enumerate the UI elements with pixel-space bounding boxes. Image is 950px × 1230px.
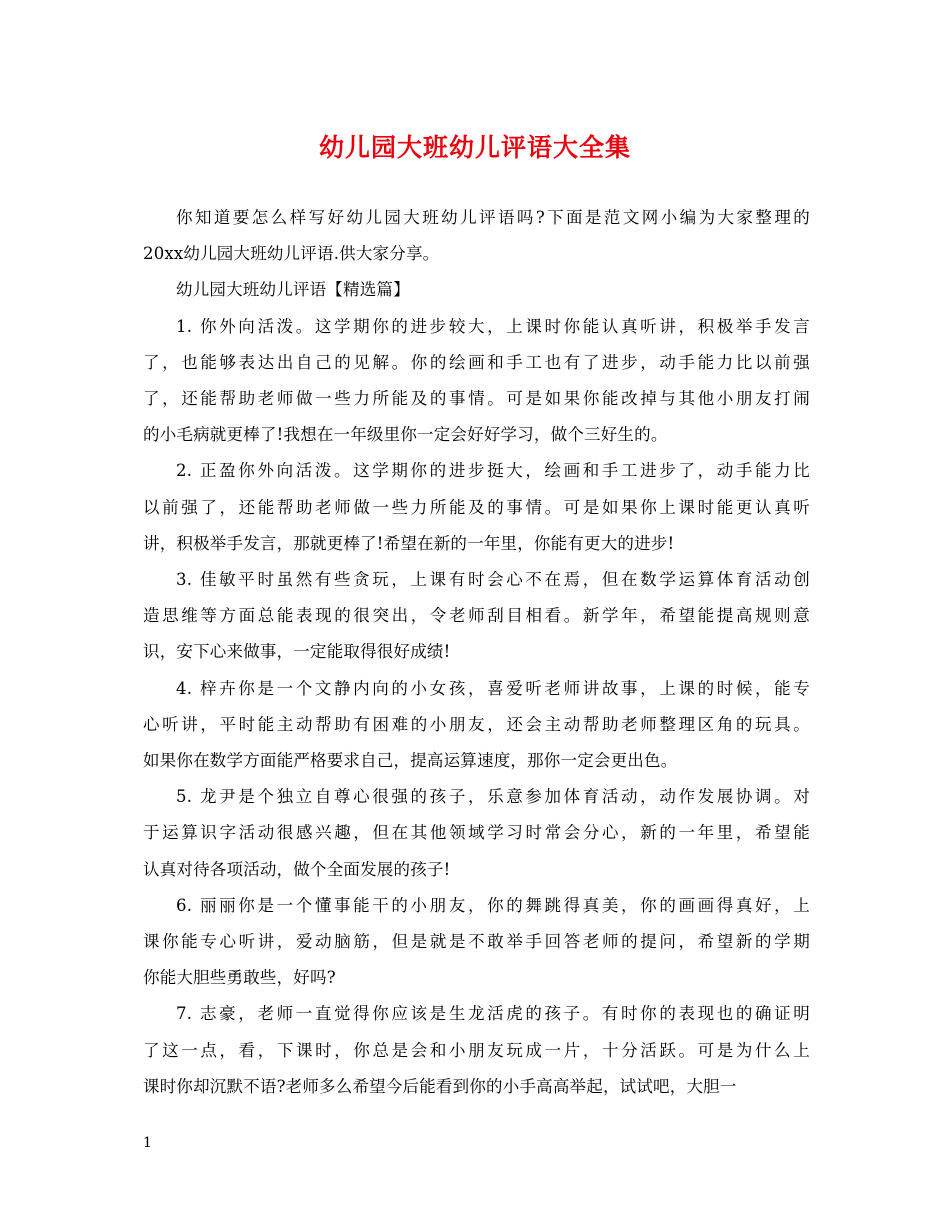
paragraph-line: 以前强了，还能帮助老师做一些力所能及的事情。可是如果你上课时能更认真听 <box>143 497 810 517</box>
paragraph <box>143 200 810 272</box>
paragraph-line: 造思维等方面总能表现的很突出，令老师刮目相看。新学年，希望能提高规则意 <box>143 606 810 626</box>
document-title: 幼儿园大班幼儿评语大全集 <box>318 133 631 162</box>
paragraph-line: 1. 你外向活泼。这学期你的进步较大，上课时你能认真听讲，积极举手发言 <box>176 316 810 336</box>
paragraph-line: 认真对待各项活动，做个全面发展的孩子! <box>143 859 451 879</box>
paragraph <box>143 671 810 780</box>
paragraph <box>143 779 810 888</box>
paragraph-line: 5. 龙尹是个独立自尊心很强的孩子，乐意参加体育活动，动作发展协调。对 <box>176 787 810 807</box>
paragraph <box>143 996 810 1105</box>
paragraph-line: 3. 佳敏平时虽然有些贪玩，上课有时会心不在焉，但在数学运算体育活动创 <box>176 570 810 590</box>
paragraph-line: 了，还能帮助老师做一些力所能及的事情。可是如果你能改掉与其他小朋友打闹 <box>143 389 810 409</box>
paragraph-line: 课时你却沉默不语?老师多么希望今后能看到你的小手高高举起，试试吧，大胆一 <box>143 1076 737 1096</box>
paragraph <box>143 309 810 454</box>
paragraph-line: 你能大胆些勇敢些，好吗? <box>143 968 336 988</box>
paragraph-line: 如果你在数学方面能严格要求自己，提高运算速度，那你一定会更出色。 <box>143 751 678 771</box>
paragraph-line: 幼儿园大班幼儿评语【精选篇】 <box>176 280 410 300</box>
paragraph-line: 于运算识字活动很感兴趣，但在其他领域学习时常会分心，新的一年里，希望能 <box>143 823 810 843</box>
paragraph-line: 2. 正盈你外向活泼。这学期你的进步挺大，绘画和手工进步了，动手能力比 <box>176 461 810 481</box>
paragraph-line: 6. 丽丽你是一个懂事能干的小朋友，你的舞跳得真美，你的画画得真好，上 <box>176 895 810 915</box>
paragraph-line: 了，也能够表达出自己的见解。你的绘画和手工也有了进步，动手能力比以前强 <box>143 352 810 372</box>
paragraph <box>143 562 810 671</box>
paragraph-line: 20xx幼儿园大班幼儿评语.供大家分享。 <box>143 244 440 264</box>
document-body <box>143 200 810 1105</box>
paragraph-line: 心听讲，平时能主动帮助有困难的小朋友，还会主动帮助老师整理区角的玩具。 <box>143 714 810 734</box>
paragraph-line: 讲，积极举手发言，那就更棒了!希望在新的一年里，你能有更大的进步! <box>143 533 675 553</box>
paragraph <box>143 453 810 562</box>
paragraph <box>143 888 810 997</box>
paragraph-line: 的小毛病就更棒了!我想在一年级里你一定会好好学习，做个三好生的。 <box>143 425 668 445</box>
paragraph-line: 了这一点，看，下课时，你总是会和小朋友玩成一片，十分活跃。可是为什么上 <box>143 1040 810 1060</box>
paragraph-line: 识，安下心来做事，一定能取得很好成绩! <box>143 642 451 662</box>
paragraph <box>143 272 810 308</box>
paragraph-line: 课你能专心听讲，爱动脑筋，但是就是不敢举手回答老师的提问，希望新的学期 <box>143 932 810 952</box>
page-number: 1 <box>143 1135 152 1151</box>
paragraph-line: 4. 梓卉你是一个文静内向的小女孩，喜爱听老师讲故事，上课的时候，能专 <box>176 678 810 698</box>
paragraph-line: 7. 志豪，老师一直觉得你应该是生龙活虎的孩子。有时你的表现也的确证明 <box>176 1004 810 1024</box>
paragraph-line: 你知道要怎么样写好幼儿园大班幼儿评语吗?下面是范文网小编为大家整理的 <box>176 208 810 227</box>
